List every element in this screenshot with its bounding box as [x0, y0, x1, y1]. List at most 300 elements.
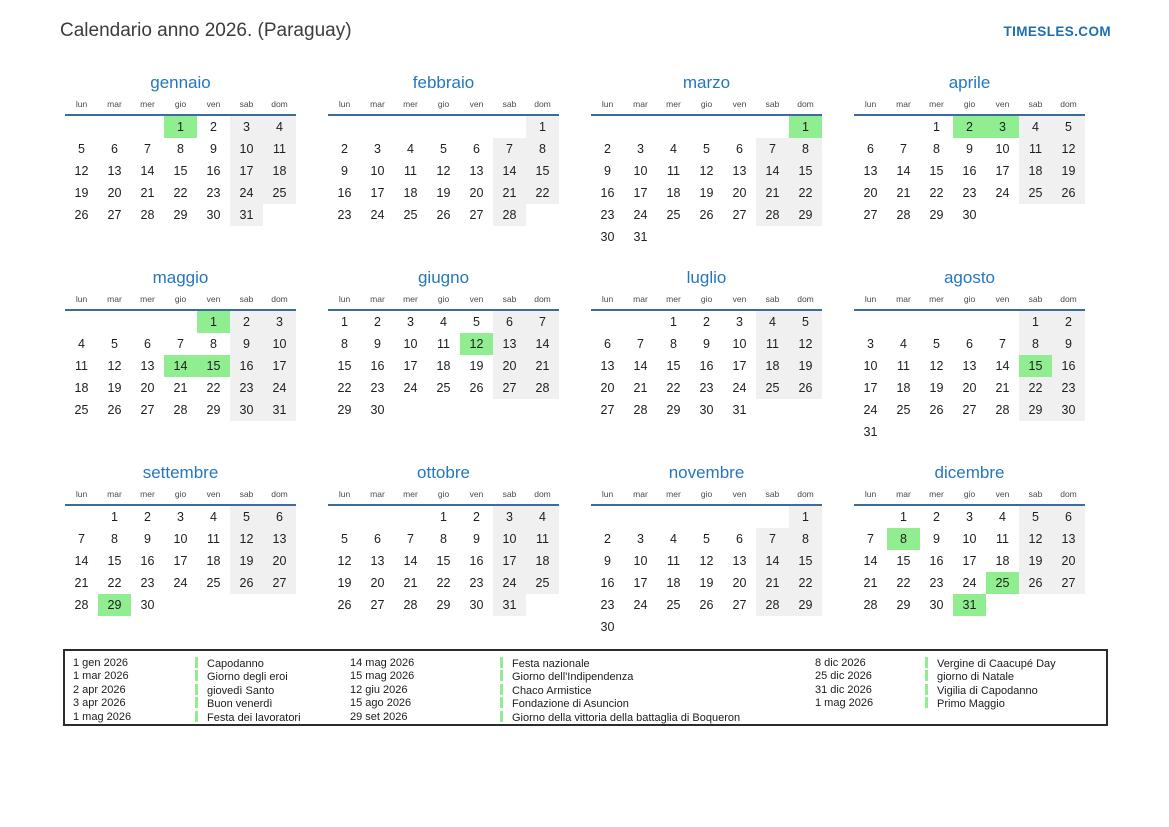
day-cell: 3 [263, 310, 296, 333]
legend-holiday-name: Vergine di Caacupé Day [925, 657, 1105, 670]
day-cell: 22 [789, 572, 822, 594]
day-cell: 18 [896, 381, 911, 395]
day-cell: 27 [370, 598, 385, 612]
day-cell: 12 [789, 333, 822, 355]
empty-day-cell [591, 115, 624, 138]
month-title-febbraio: febbraio [412, 73, 475, 92]
weekday-label: mer [131, 489, 164, 505]
weekday-label: dom [526, 489, 559, 505]
week-row [65, 377, 296, 399]
day-cell: 16 [600, 576, 615, 590]
day-cell: 22 [206, 381, 221, 395]
week-row [328, 333, 559, 355]
day-cell: 20 [469, 186, 484, 200]
day-cell: 22 [929, 186, 944, 200]
holiday-day-cell: 1 [789, 115, 822, 138]
month-table-maggio [65, 294, 296, 421]
day-cell: 5 [341, 532, 348, 546]
day-cell: 28 [140, 208, 155, 222]
legend-date: 1 mag 2026 [73, 710, 132, 723]
empty-day-cell [657, 226, 690, 248]
empty-day-cell [756, 226, 789, 248]
week-row [854, 528, 1085, 550]
day-cell: 9 [473, 532, 480, 546]
day-cell: 13 [469, 164, 484, 178]
week-row [65, 505, 296, 528]
month-ottobre [327, 463, 560, 658]
day-cell: 13 [1052, 528, 1085, 550]
month-title-aprile: aprile [948, 73, 991, 92]
weekday-label: ven [460, 294, 493, 310]
day-cell: 7 [144, 142, 151, 156]
month-title-novembre: novembre [668, 463, 745, 482]
day-cell: 26 [699, 598, 714, 612]
legend-date: 25 dic 2026 [815, 670, 872, 683]
empty-day-cell [1052, 594, 1085, 616]
holiday-marker-icon [925, 657, 928, 668]
day-cell: 27 [140, 403, 155, 417]
day-cell: 6 [144, 337, 151, 351]
weekday-label: dom [1052, 489, 1085, 505]
month-table-marzo [591, 99, 822, 248]
day-cell: 6 [473, 142, 480, 156]
day-cell: 25 [756, 377, 789, 399]
day-cell: 18 [1019, 160, 1052, 182]
day-cell: 27 [863, 208, 878, 222]
weekday-label: ven [197, 294, 230, 310]
weekday-label: sab [230, 99, 263, 115]
day-cell: 20 [600, 381, 615, 395]
empty-day-cell [887, 421, 920, 443]
month-title-dicembre: dicembre [934, 463, 1005, 482]
holiday-day-cell: 1 [164, 115, 197, 138]
day-cell: 29 [666, 403, 681, 417]
week-row [854, 594, 1085, 616]
week-row [328, 160, 559, 182]
day-cell: 5 [78, 142, 85, 156]
empty-day-cell [657, 115, 690, 138]
weekday-label: gio [953, 99, 986, 115]
day-cell: 11 [1019, 138, 1052, 160]
empty-day-cell [493, 115, 526, 138]
day-cell: 24 [995, 186, 1010, 200]
week-row [591, 528, 822, 550]
day-cell: 13 [370, 554, 385, 568]
empty-day-cell [131, 310, 164, 333]
weekday-label: lun [65, 99, 98, 115]
weekday-label: mar [98, 294, 131, 310]
day-cell: 20 [493, 355, 526, 377]
month-table-ottobre [328, 489, 559, 616]
weekday-label: sab [493, 99, 526, 115]
day-cell: 10 [230, 138, 263, 160]
week-row [854, 572, 1085, 594]
day-cell: 14 [633, 359, 648, 373]
weekday-label: dom [789, 99, 822, 115]
day-cell: 25 [666, 208, 681, 222]
legend-date: 31 dic 2026 [815, 683, 872, 696]
day-cell: 1 [933, 120, 940, 134]
day-cell: 12 [436, 164, 451, 178]
day-cell: 17 [633, 576, 648, 590]
day-cell: 23 [370, 381, 385, 395]
day-cell: 10 [493, 528, 526, 550]
weekday-label: gio [164, 294, 197, 310]
day-cell: 7 [407, 532, 414, 546]
weekday-label: mer [657, 489, 690, 505]
day-cell: 3 [493, 505, 526, 528]
legend-holiday-name: Capodanno [195, 657, 350, 670]
weekday-label: mar [887, 294, 920, 310]
day-cell: 27 [732, 208, 747, 222]
day-cell: 16 [337, 186, 352, 200]
day-cell: 9 [210, 142, 217, 156]
day-cell: 22 [666, 381, 681, 395]
empty-day-cell [394, 399, 427, 421]
holiday-day-cell: 14 [164, 355, 197, 377]
day-cell: 28 [756, 594, 789, 616]
day-cell: 2 [341, 142, 348, 156]
day-cell: 11 [404, 164, 417, 178]
empty-day-cell [591, 505, 624, 528]
day-cell: 23 [600, 598, 615, 612]
day-cell: 10 [995, 142, 1010, 156]
month-luglio [590, 268, 823, 463]
weekday-label: lun [591, 489, 624, 505]
holiday-marker-icon [925, 697, 928, 708]
weekday-label: dom [526, 294, 559, 310]
day-cell: 17 [995, 164, 1010, 178]
weekday-label: lun [854, 99, 887, 115]
day-cell: 12 [699, 164, 714, 178]
day-cell: 15 [929, 164, 944, 178]
week-row [328, 505, 559, 528]
month-maggio [64, 268, 297, 463]
holiday-marker-icon [500, 670, 503, 681]
day-cell: 7 [493, 138, 526, 160]
day-cell: 20 [370, 576, 385, 590]
week-row [591, 333, 822, 355]
month-title-settembre: settembre [142, 463, 219, 482]
day-cell: 18 [206, 554, 221, 568]
empty-day-cell [427, 115, 460, 138]
day-cell: 5 [703, 142, 710, 156]
day-cell: 19 [469, 359, 484, 373]
week-row [854, 160, 1085, 182]
empty-day-cell [197, 594, 230, 616]
month-table-aprile [854, 99, 1085, 226]
day-cell: 11 [897, 359, 910, 373]
day-cell: 13 [263, 528, 296, 550]
day-cell: 5 [230, 505, 263, 528]
day-cell: 14 [863, 554, 878, 568]
weekday-label: lun [65, 489, 98, 505]
day-cell: 21 [140, 186, 155, 200]
day-cell: 24 [370, 208, 385, 222]
holiday-legend [63, 649, 1108, 726]
legend-date: 3 apr 2026 [73, 697, 126, 710]
week-row [854, 310, 1085, 333]
empty-day-cell [624, 616, 657, 638]
weekday-label: mar [887, 99, 920, 115]
weekday-label: dom [263, 99, 296, 115]
day-cell: 12 [699, 554, 714, 568]
empty-day-cell [920, 421, 953, 443]
weekday-label: gio [164, 99, 197, 115]
day-cell: 4 [999, 510, 1006, 524]
holiday-marker-icon [925, 684, 928, 695]
day-cell: 7 [78, 532, 85, 546]
day-cell: 20 [863, 186, 878, 200]
legend-date: 1 mar 2026 [73, 670, 129, 683]
day-cell: 5 [440, 142, 447, 156]
empty-day-cell [98, 310, 131, 333]
weekday-label: mar [624, 294, 657, 310]
weekday-label: mer [394, 99, 427, 115]
weekday-label: ven [197, 489, 230, 505]
day-cell: 17 [230, 160, 263, 182]
day-cell: 10 [173, 532, 188, 546]
week-row [591, 160, 822, 182]
day-cell: 21 [493, 182, 526, 204]
day-cell: 22 [337, 381, 352, 395]
empty-day-cell [1052, 204, 1085, 226]
day-cell: 25 [206, 576, 221, 590]
day-cell: 4 [407, 142, 414, 156]
day-cell: 11 [756, 333, 789, 355]
day-cell: 5 [933, 337, 940, 351]
day-cell: 27 [493, 377, 526, 399]
day-cell: 27 [263, 572, 296, 594]
day-cell: 1 [1019, 310, 1052, 333]
day-cell: 1 [440, 510, 447, 524]
week-row [65, 550, 296, 572]
day-cell: 7 [900, 142, 907, 156]
day-cell: 28 [74, 598, 89, 612]
day-cell: 16 [600, 186, 615, 200]
day-cell: 26 [436, 208, 451, 222]
week-row [328, 550, 559, 572]
day-cell: 13 [493, 333, 526, 355]
day-cell: 6 [1052, 505, 1085, 528]
day-cell: 28 [863, 598, 878, 612]
empty-day-cell [98, 115, 131, 138]
day-cell: 11 [437, 337, 450, 351]
day-cell: 23 [230, 377, 263, 399]
day-cell: 15 [107, 554, 122, 568]
empty-day-cell [756, 399, 789, 421]
weekday-label: gio [690, 99, 723, 115]
legend-holiday-name: Festa nazionale [500, 657, 815, 670]
weekday-label: mer [920, 99, 953, 115]
day-cell: 15 [666, 359, 681, 373]
week-row [65, 182, 296, 204]
legend-date: 8 dic 2026 [815, 657, 866, 669]
day-cell: 8 [933, 142, 940, 156]
day-cell: 10 [633, 554, 648, 568]
day-cell: 10 [962, 532, 977, 546]
day-cell: 5 [1019, 505, 1052, 528]
day-cell: 8 [670, 337, 677, 351]
day-cell: 8 [177, 142, 184, 156]
day-cell: 9 [933, 532, 940, 546]
empty-day-cell [460, 399, 493, 421]
holiday-day-cell: 8 [887, 528, 920, 550]
day-cell: 21 [896, 186, 911, 200]
day-cell: 12 [74, 164, 89, 178]
week-row [328, 528, 559, 550]
day-cell: 28 [995, 403, 1010, 417]
empty-day-cell [1019, 421, 1052, 443]
empty-day-cell [1052, 421, 1085, 443]
day-cell: 24 [863, 403, 878, 417]
month-table-febbraio [328, 99, 559, 226]
day-cell: 15 [173, 164, 188, 178]
day-cell: 3 [374, 142, 381, 156]
day-cell: 24 [263, 377, 296, 399]
empty-day-cell [624, 115, 657, 138]
day-cell: 11 [526, 528, 559, 550]
weekday-label: ven [986, 294, 1019, 310]
day-cell: 22 [1019, 377, 1052, 399]
day-cell: 27 [600, 403, 615, 417]
empty-day-cell [526, 594, 559, 616]
day-cell: 6 [604, 337, 611, 351]
day-cell: 14 [995, 359, 1010, 373]
day-cell: 7 [756, 528, 789, 550]
empty-day-cell [723, 616, 756, 638]
empty-day-cell [65, 115, 98, 138]
day-cell: 24 [633, 598, 648, 612]
week-row [591, 572, 822, 594]
day-cell: 14 [756, 160, 789, 182]
day-cell: 10 [633, 164, 648, 178]
holiday-marker-icon [500, 697, 503, 708]
empty-day-cell [789, 226, 822, 248]
day-cell: 21 [863, 576, 878, 590]
day-cell: 20 [732, 576, 747, 590]
week-row [591, 550, 822, 572]
day-cell: 18 [403, 186, 418, 200]
day-cell: 14 [756, 550, 789, 572]
day-cell: 17 [263, 355, 296, 377]
month-title-agosto: agosto [943, 268, 996, 287]
day-cell: 30 [206, 208, 221, 222]
day-cell: 4 [440, 315, 447, 329]
day-cell: 24 [962, 576, 977, 590]
month-title-gennaio: gennaio [150, 73, 211, 92]
month-novembre [590, 463, 823, 658]
day-cell: 23 [469, 576, 484, 590]
day-cell: 27 [469, 208, 484, 222]
day-cell: 21 [526, 355, 559, 377]
day-cell: 11 [667, 554, 680, 568]
week-row [328, 138, 559, 160]
day-cell: 2 [604, 532, 611, 546]
day-cell: 13 [107, 164, 122, 178]
day-cell: 5 [789, 310, 822, 333]
empty-day-cell [328, 115, 361, 138]
day-cell: 12 [929, 359, 944, 373]
day-cell: 2 [473, 510, 480, 524]
empty-day-cell [690, 505, 723, 528]
day-cell: 7 [756, 138, 789, 160]
legend-holiday-name: Festa dei lavoratori [195, 711, 350, 724]
day-cell: 17 [403, 359, 418, 373]
day-cell: 14 [74, 554, 89, 568]
day-cell: 30 [1052, 399, 1085, 421]
weekday-label: dom [263, 294, 296, 310]
day-cell: 24 [230, 182, 263, 204]
week-row [854, 421, 1085, 443]
empty-day-cell [263, 594, 296, 616]
day-cell: 16 [370, 359, 385, 373]
holiday-marker-icon [195, 684, 198, 695]
day-cell: 6 [966, 337, 973, 351]
day-cell: 31 [230, 204, 263, 226]
month-table-luglio [591, 294, 822, 421]
empty-day-cell [263, 204, 296, 226]
day-cell: 1 [111, 510, 118, 524]
legend-column [350, 657, 815, 724]
day-cell: 6 [493, 310, 526, 333]
weekday-label: lun [328, 294, 361, 310]
weekday-label: lun [328, 99, 361, 115]
legend-date: 29 set 2026 [350, 710, 408, 723]
weekday-label: dom [789, 489, 822, 505]
legend-column [73, 657, 350, 724]
weekday-label: sab [756, 294, 789, 310]
day-cell: 15 [896, 554, 911, 568]
day-cell: 6 [111, 142, 118, 156]
empty-day-cell [756, 505, 789, 528]
day-cell: 4 [78, 337, 85, 351]
day-cell: 14 [403, 554, 418, 568]
day-cell: 23 [962, 186, 977, 200]
day-cell: 19 [74, 186, 89, 200]
day-cell: 26 [789, 377, 822, 399]
day-cell: 16 [1052, 355, 1085, 377]
day-cell: 19 [699, 576, 714, 590]
day-cell: 18 [666, 576, 681, 590]
weekday-label: sab [1019, 489, 1052, 505]
day-cell: 30 [699, 403, 714, 417]
day-cell: 4 [756, 310, 789, 333]
day-cell: 9 [966, 142, 973, 156]
holiday-day-cell: 2 [953, 115, 986, 138]
site-logo-link[interactable]: TIMESLES.COM [1003, 24, 1111, 39]
empty-day-cell [526, 204, 559, 226]
day-cell: 7 [999, 337, 1006, 351]
day-cell: 10 [403, 337, 418, 351]
empty-day-cell [723, 505, 756, 528]
day-cell: 25 [896, 403, 911, 417]
day-cell: 5 [1052, 115, 1085, 138]
legend-date: 12 giu 2026 [350, 683, 408, 696]
day-cell: 29 [1019, 399, 1052, 421]
weekday-label: gio [953, 489, 986, 505]
day-cell: 8 [526, 138, 559, 160]
week-row [854, 138, 1085, 160]
day-cell: 30 [929, 598, 944, 612]
weekday-label: mar [98, 99, 131, 115]
day-cell: 17 [493, 550, 526, 572]
week-row [65, 594, 296, 616]
day-cell: 12 [337, 554, 352, 568]
weekday-label: mar [624, 99, 657, 115]
day-cell: 30 [600, 230, 615, 244]
week-row [854, 355, 1085, 377]
